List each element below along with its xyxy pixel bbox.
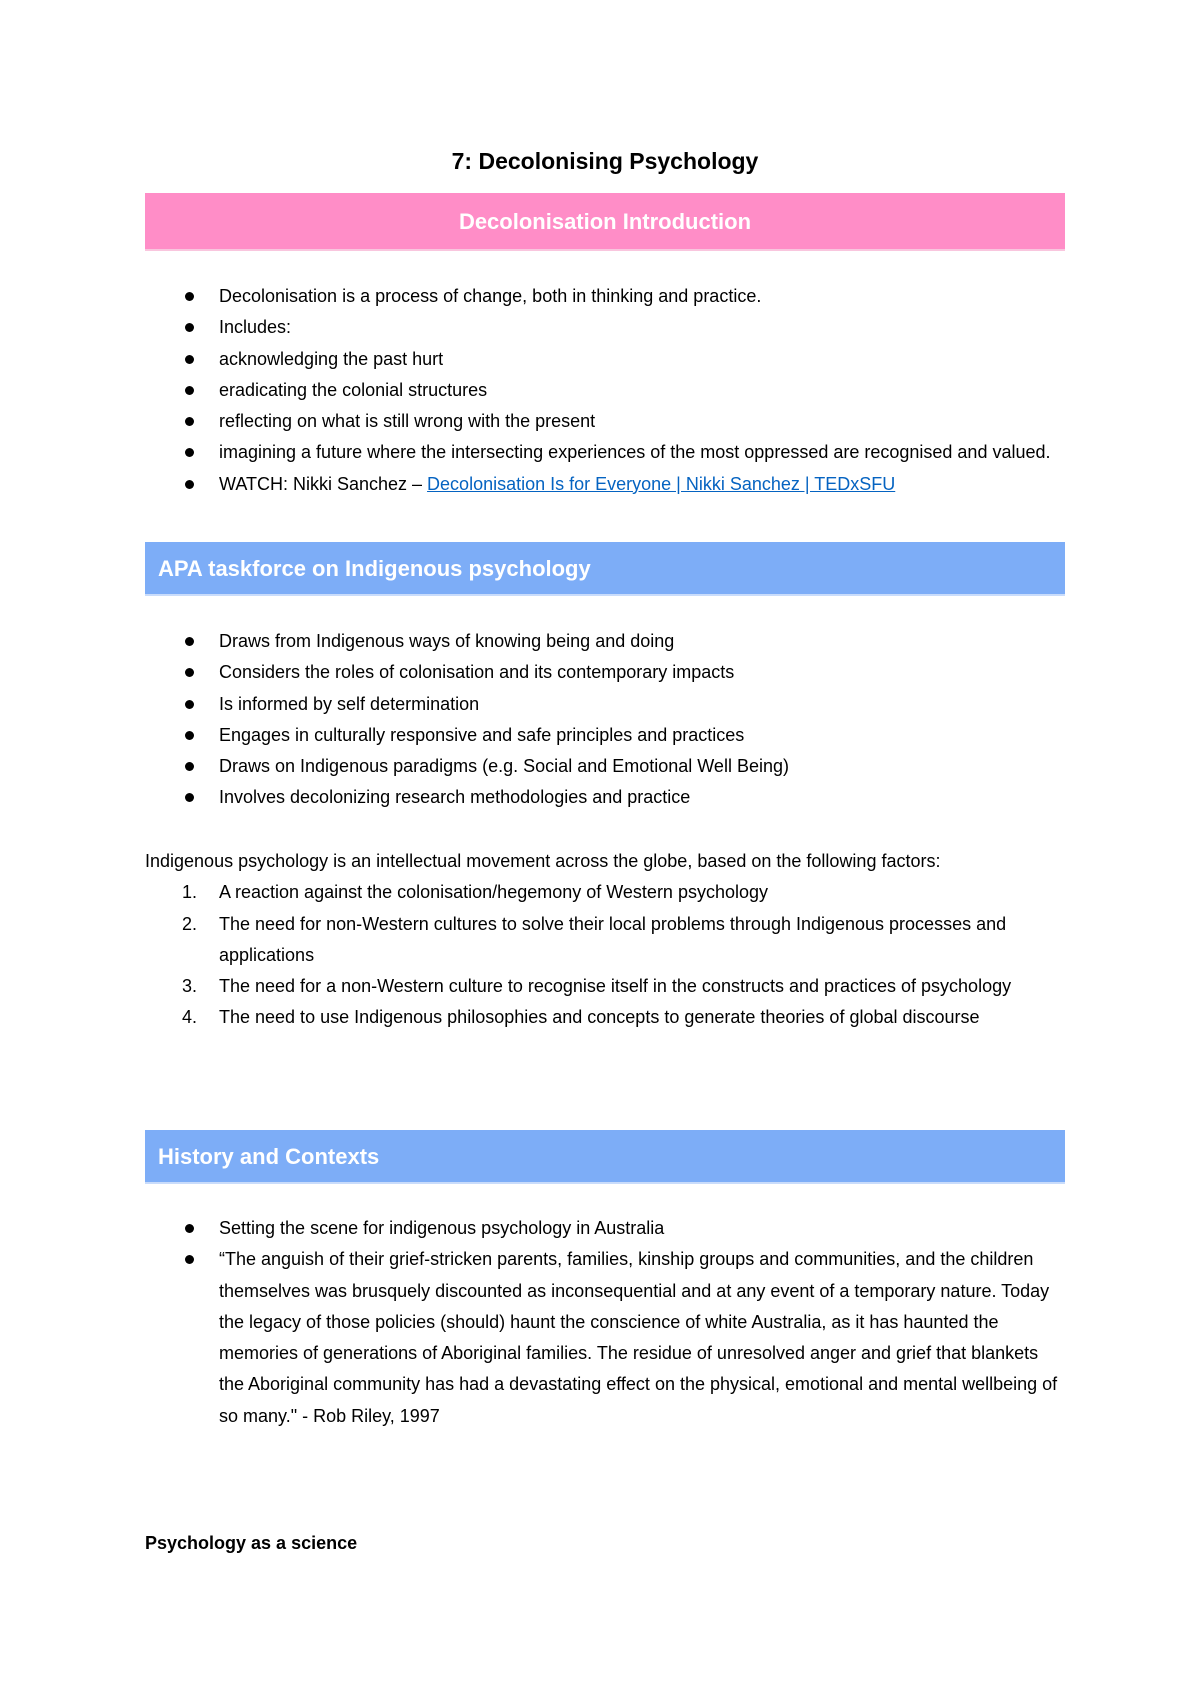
section-heading-label: Decolonisation Introduction (458, 209, 752, 234)
list-number: 2. (182, 913, 198, 934)
list-item-text: The need for non-Western cultures to solve their local problems through Indigenous processes and applications (219, 913, 1007, 965)
list-item: Involves decolonizing research methodologies and practice (145, 782, 1065, 813)
list-item-text: The need for a non-Western culture to recognise itself in the constructs and practices of psychology (219, 976, 1012, 997)
list-item-quote: “The anguish of their grief-stricken parents, families, kinship groups and communities, and the children themselves was brusquely discounted as inconsequential and at any event of a temporary nature. Today the legacy of those policies (should) haunt the conscience of white Australia, as it has haunted the memories of generations of Aboriginal families. The residue of unresolved anger and grief that blankets the Aboriginal community has had a devastating effect on the physical, emotional and mental wellbeing of so many." - Rob Riley, 1997 (145, 1244, 1065, 1432)
list-item: reflecting on what is still wrong with the present (145, 406, 1065, 437)
list-number: 4. (182, 1007, 198, 1028)
section-heading-label: History and Contexts (158, 1144, 380, 1169)
apa-bullet-list (145, 626, 1065, 814)
factors-intro-paragraph: Indigenous psychology is an intellectual movement across the globe, based on the following factors: (145, 851, 941, 871)
list-number: 1. (182, 882, 198, 903)
list-item: Is informed by self determination (145, 689, 1065, 720)
intro-bullet-list (145, 281, 1065, 500)
ted-talk-link[interactable]: Decolonisation Is for Everyone | Nikki Sanchez | TEDxSFU (427, 473, 896, 494)
sub-heading-psychology-as-a-science: Psychology as a science (145, 1533, 358, 1553)
list-item: acknowledging the past hurt (145, 344, 1065, 375)
list-item-text: The need to use Indigenous philosophies and concepts to generate theories of global discourse (219, 1007, 980, 1028)
numbered-list-item (145, 909, 1065, 972)
numbered-list-item (145, 1002, 1065, 1033)
section-heading-history-and-contexts (145, 1130, 1065, 1184)
list-item: Setting the scene for indigenous psychology in Australia (145, 1213, 1065, 1244)
numbered-list-item (145, 971, 1065, 1002)
list-item: Draws on Indigenous paradigms (e.g. Social and Emotional Well Being) (145, 751, 1065, 782)
factors-numbered-list (145, 877, 1065, 1033)
list-item-text: A reaction against the colonisation/hegemony of Western psychology (219, 882, 768, 903)
history-bullet-list (145, 1213, 1065, 1432)
list-item: Draws from Indigenous ways of knowing being and doing (145, 626, 1065, 657)
indigenous-psychology-factors (145, 846, 1065, 1034)
list-item: Includes: (145, 312, 1065, 343)
list-item: Considers the roles of colonisation and its contemporary impacts (145, 657, 1065, 688)
list-item: eradicating the colonial structures (145, 375, 1065, 406)
page-title: 7: Decolonising Psychology (451, 148, 759, 174)
list-number: 3. (182, 976, 198, 997)
section-heading-decolonisation-introduction (145, 193, 1065, 251)
list-item-watch (145, 469, 1065, 500)
list-item: imagining a future where the intersecting experiences of the most oppressed are recognised and valued. (145, 437, 1065, 468)
numbered-list-item (145, 877, 1065, 908)
section-heading-apa-taskforce (145, 542, 1065, 596)
section-heading-label: APA taskforce on Indigenous psychology (158, 556, 591, 581)
list-item: Engages in culturally responsive and safe principles and practices (145, 720, 1065, 751)
list-item: Decolonisation is a process of change, both in thinking and practice. (145, 281, 1065, 312)
watch-prefix: WATCH: Nikki Sanchez – (219, 473, 428, 494)
